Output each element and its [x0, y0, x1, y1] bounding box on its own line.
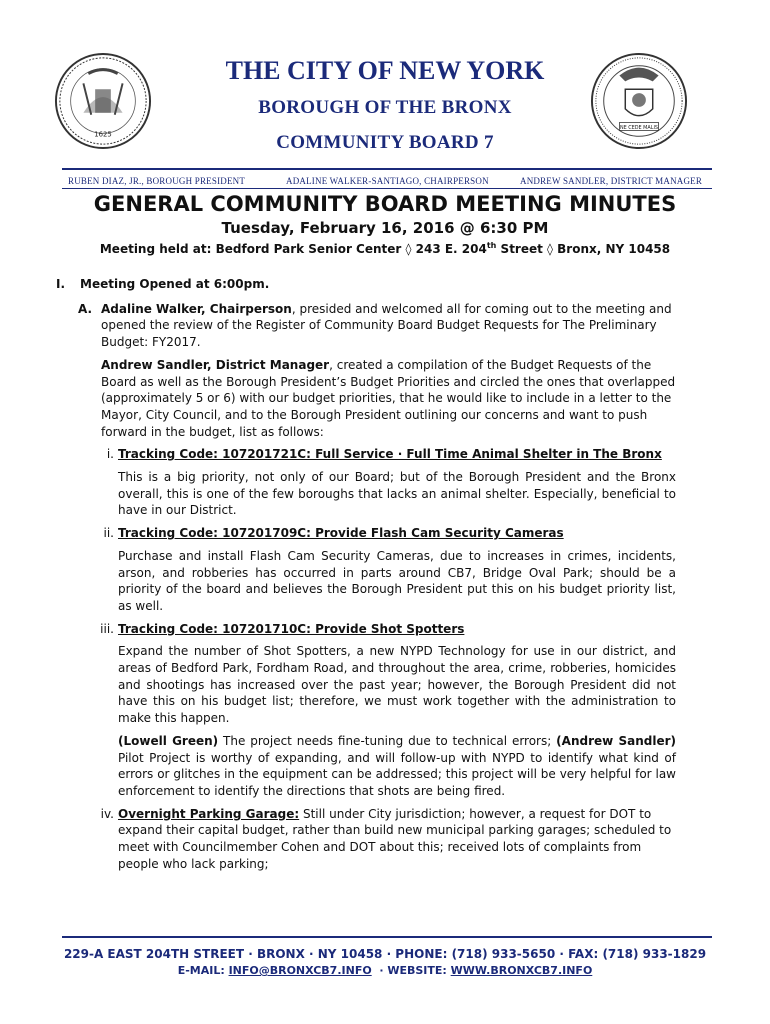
seal-year-text: 1625: [94, 130, 112, 139]
section-heading: [56, 276, 676, 293]
email-label: E-MAIL:: [177, 964, 229, 977]
seal-motto-text: NE CEDE MALIS: [619, 124, 659, 131]
header-rule-top: [62, 168, 712, 170]
list-item-number: i.: [106, 447, 114, 462]
venue-text-b: Street ◊ Bronx, NY 10458: [496, 242, 671, 256]
meeting-date: Tuesday, February 16, 2016 @ 6:30 PM: [221, 219, 549, 237]
section-title: Meeting Opened at 6:00pm.: [80, 277, 270, 291]
list-item-discussion: [56, 733, 676, 800]
list-item-heading: Tracking Code: 107201721C: Full Service · Full Time Animal Shelter in The Bronx: [118, 447, 662, 462]
speaker-andrew-sandler: (Andrew Sandler): [556, 733, 676, 748]
website-label: · WEBSITE:: [371, 964, 451, 977]
manager-name: Andrew Sandler, District Manager: [101, 357, 330, 372]
minutes-body: [56, 276, 676, 879]
manager-paragraph: [56, 357, 676, 441]
footer-rule: [62, 936, 712, 938]
list-item-heading: Tracking Code: 107201709C: Provide Flash Cam Security Cameras: [118, 526, 564, 541]
list-item-body: Still under City jurisdiction; however, a request for DOT to expand their capital budget, rather than build new municipal parking garages; scheduled to meet with Councilmember Cohen and DOT about this; received lots of complaints from people who lack parking;: [118, 806, 672, 871]
item-a-name: Adaline Walker, Chairperson: [101, 301, 292, 316]
item-a: [56, 301, 676, 351]
speaker-lowell-green: (Lowell Green): [118, 733, 219, 748]
item-a-label: A.: [78, 301, 93, 316]
meeting-venue: [0, 241, 770, 256]
venue-text-a: Meeting held at: Bedford Park Senior Center ◊ 243 E. 204: [99, 242, 487, 256]
list-item: [56, 525, 676, 542]
city-title: THE CITY OF NEW YORK: [225, 56, 545, 85]
footer-address: 229-A EAST 204TH STREET · BRONX · NY 10458 · PHONE: (718) 933-5650 · FAX: (718) 933-1829: [63, 947, 707, 961]
list-item: [56, 806, 676, 873]
list-item-heading: Tracking Code: 107201710C: Provide Shot Spotters: [118, 621, 465, 636]
item-a-text: , presided and welcomed all for coming out to the meeting and opened the review of the Register of Community Board Budget Requests for The Preliminary Budget: FY2017.: [101, 301, 672, 350]
discussion-text-a: The project needs fine-tuning due to technical errors;: [218, 733, 557, 748]
list-item-number: iii.: [100, 621, 114, 636]
manager-text: , created a compilation of the Budget Requests of the Board as well as the Borough President’s Budget Priorities and circled the ones that overlapped (approximately 5 or 6) with our budget priorities, that he would like to include in a letter to the Mayor, City Council, and to the Borough President outlining our concerns and want to push forward in the budget, list as follows:: [101, 357, 676, 439]
officer-district-manager: ANDREW SANDLER, DISTRICT MANAGER: [520, 176, 703, 186]
officer-chairperson: ADALINE WALKER-SANTIAGO, CHAIRPERSON: [286, 176, 489, 186]
list-item-body: This is a big priority, not only of our Board; but of the Borough President and the Bronx overall, this is one of the few boroughs that lacks an animal shelter. Especially, beneficial to have in our District.: [118, 470, 676, 518]
officer-borough-president: RUBEN DIAZ, JR., BOROUGH PRESIDENT: [68, 176, 246, 186]
list-item-body: Expand the number of Shot Spotters, a new NYPD Technology for use in our district, and areas of Bedford Park, Fordham Road, and throughout the area, crime, robberies, homicides and shootings has increased over the past year; however, the Borough President did not have this on his budget list; therefore, we must work together with the administration to make this happen.: [118, 644, 676, 726]
list-item-body: Purchase and install Flash Cam Security Cameras, due to increases in crimes, incidents, arson, and robberies has occurred in parts around CB7, Bridge Oval Park; should be a priority of the board and believes the Borough President put this on his budget priority list, as well.: [118, 548, 676, 613]
list-item: [56, 446, 676, 463]
footer-contact: [0, 964, 770, 977]
venue-superscript: th: [486, 241, 497, 250]
list-item-number: iv.: [100, 806, 114, 821]
list-item-number: ii.: [103, 526, 114, 541]
website-link[interactable]: WWW.BRONXCB7.INFO: [450, 964, 593, 977]
email-link[interactable]: INFO@BRONXCB7.INFO: [228, 964, 372, 977]
section-number: I.: [56, 277, 66, 291]
header-rule-bottom: [62, 188, 712, 189]
borough-title: BOROUGH OF THE BRONX: [258, 97, 512, 118]
list-item-heading: Overnight Parking Garage:: [118, 806, 300, 821]
list-item: [56, 621, 676, 638]
board-title: COMMUNITY BOARD 7: [276, 132, 494, 153]
document-title: GENERAL COMMUNITY BOARD MEETING MINUTES: [93, 192, 677, 216]
discussion-text-b: Pilot Project is worthy of expanding, and will follow-up with NYPD to identify what kind of errors or glitches in the equipment can be addressed; this project will be very helpful for law enforcement to identify the directions that shots are being fired.: [118, 750, 676, 798]
